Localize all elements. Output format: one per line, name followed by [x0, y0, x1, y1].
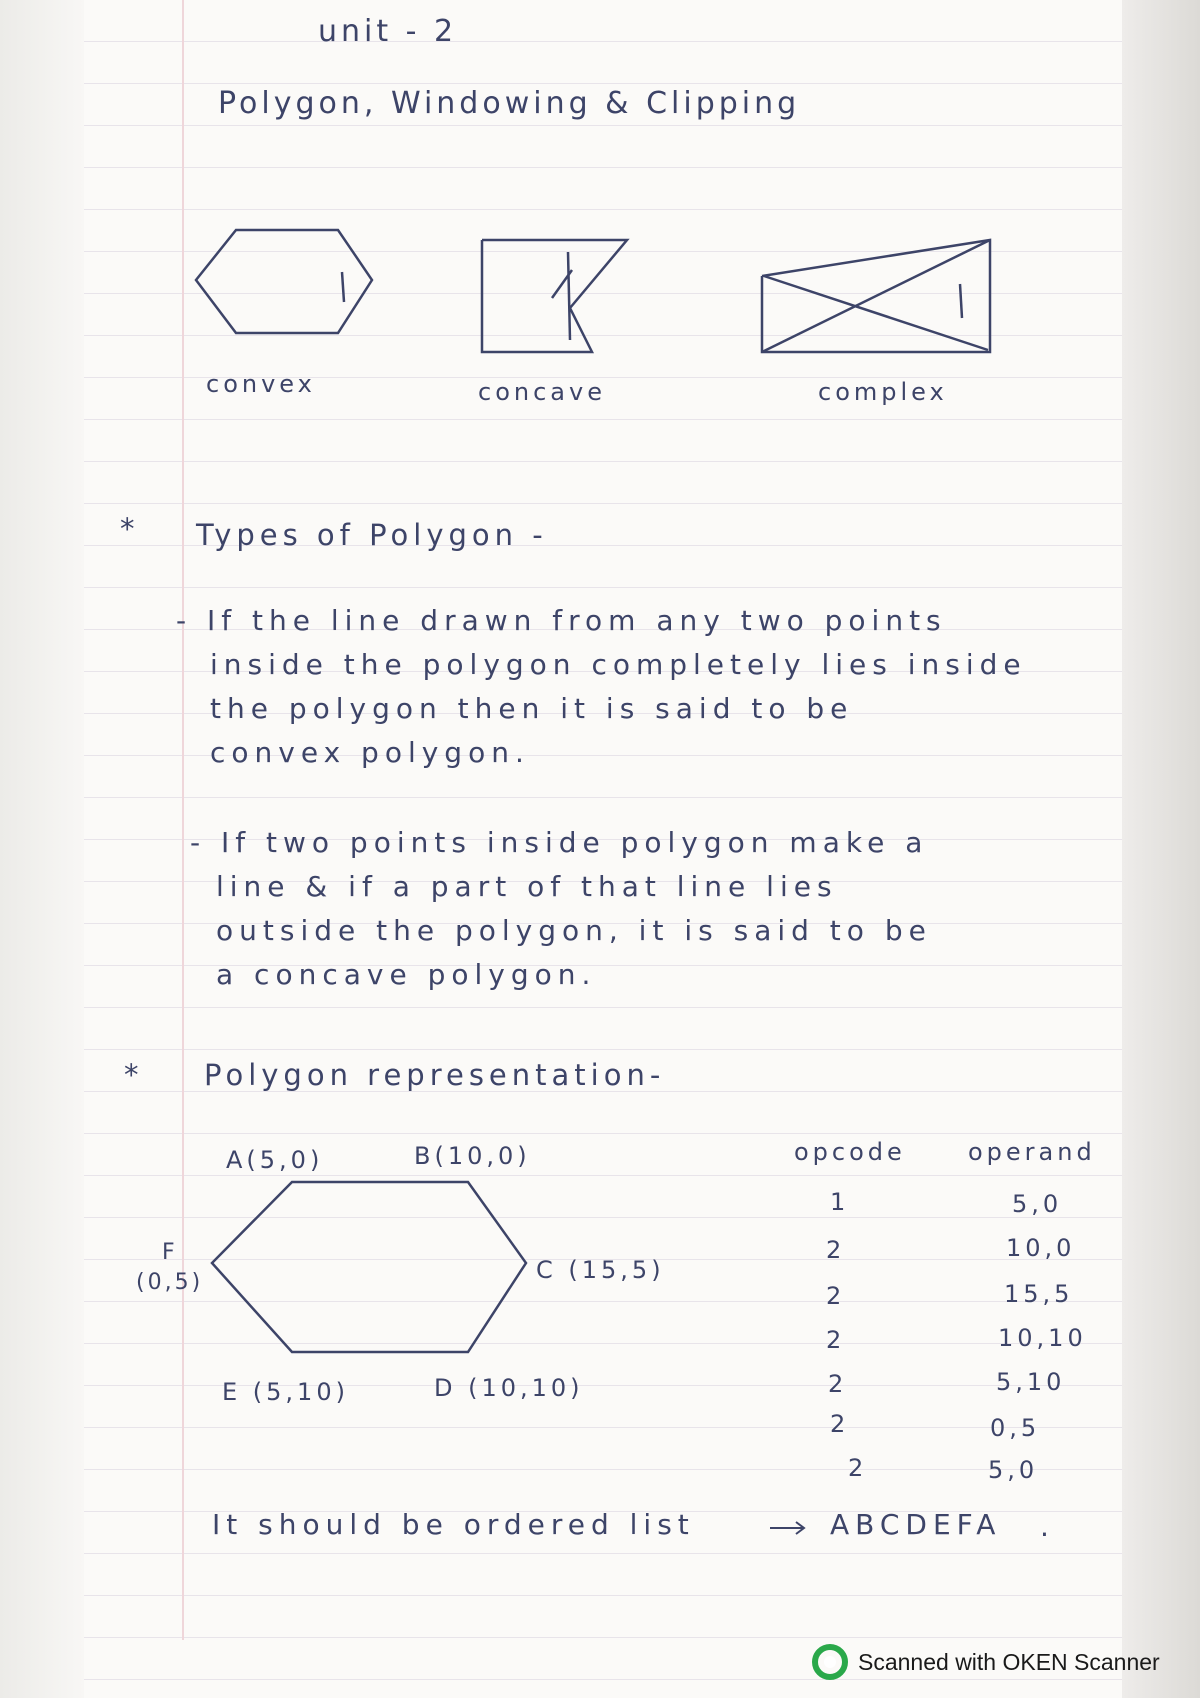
vertex-a-label: A(5,0) [226, 1146, 324, 1174]
section-heading-representation: Polygon representation- [204, 1058, 666, 1092]
opcode-cell: 2 [830, 1410, 850, 1438]
opcode-cell: 2 [848, 1454, 868, 1482]
complex-polygon-sketch [762, 240, 990, 352]
operand-cell: 5,0 [988, 1456, 1039, 1484]
concave-polygon-sketch [482, 240, 627, 352]
para2-line4: a concave polygon. [216, 958, 597, 991]
convex-hexagon-sketch [196, 230, 372, 333]
opcode-cell: 2 [826, 1236, 846, 1264]
operand-cell: 10,10 [998, 1324, 1087, 1352]
complex-label: complex [818, 378, 948, 406]
operand-cell: 15,5 [1004, 1280, 1074, 1308]
para1-line4: convex polygon. [210, 736, 530, 769]
vertex-d-label: D (10,10) [434, 1374, 584, 1402]
operand-cell: 0,5 [990, 1414, 1041, 1442]
vertex-c-label: C (15,5) [536, 1256, 665, 1284]
opcode-cell: 2 [826, 1282, 846, 1310]
unit-label: unit - 2 [318, 14, 458, 49]
table-header-opcode: opcode [794, 1138, 906, 1166]
table-header-operand: operand [968, 1138, 1096, 1166]
scanner-text: Scanned with OKEN Scanner [858, 1648, 1160, 1675]
vertex-e-label: E (5,10) [222, 1378, 349, 1406]
para1-line3: the polygon then it is said to be [210, 692, 854, 725]
scanner-logo-icon [812, 1644, 848, 1680]
conclusion-arrow [770, 1500, 799, 1533]
page-title: Polygon, Windowing & Clipping [218, 86, 801, 121]
bullet-star-2: * [124, 1058, 144, 1092]
vertex-f-coords: (0,5) [136, 1270, 204, 1295]
conclusion-list: ABCDEFA [830, 1508, 1002, 1541]
opcode-cell: 1 [830, 1188, 850, 1216]
operand-cell: 5,10 [996, 1368, 1066, 1396]
bullet-star: * [120, 512, 140, 546]
para1-line1: - If the line drawn from any two points [176, 604, 947, 637]
vertex-f-letter: F [162, 1240, 178, 1265]
operand-cell: 10,0 [1006, 1234, 1076, 1262]
para1-line2: inside the polygon completely lies inside [210, 648, 1027, 681]
para2-line3: outside the polygon, it is said to be [216, 914, 932, 947]
opcode-cell: 2 [826, 1326, 846, 1354]
operand-cell: 5,0 [1012, 1190, 1063, 1218]
conclusion-dot: . [1040, 1510, 1055, 1543]
para2-line1: - If two points inside polygon make a [190, 826, 929, 859]
hexagon-representation [212, 1182, 526, 1352]
para2-line2: line & if a part of that line lies [216, 870, 838, 903]
conclusion-text: It should be ordered list [212, 1508, 695, 1541]
section-heading-types: Types of Polygon - [196, 518, 548, 552]
vertex-b-label: B(10,0) [414, 1142, 531, 1170]
scanner-watermark [812, 1644, 1160, 1680]
concave-label: concave [478, 378, 606, 406]
convex-label: convex [206, 370, 316, 398]
opcode-cell: 2 [828, 1370, 848, 1398]
